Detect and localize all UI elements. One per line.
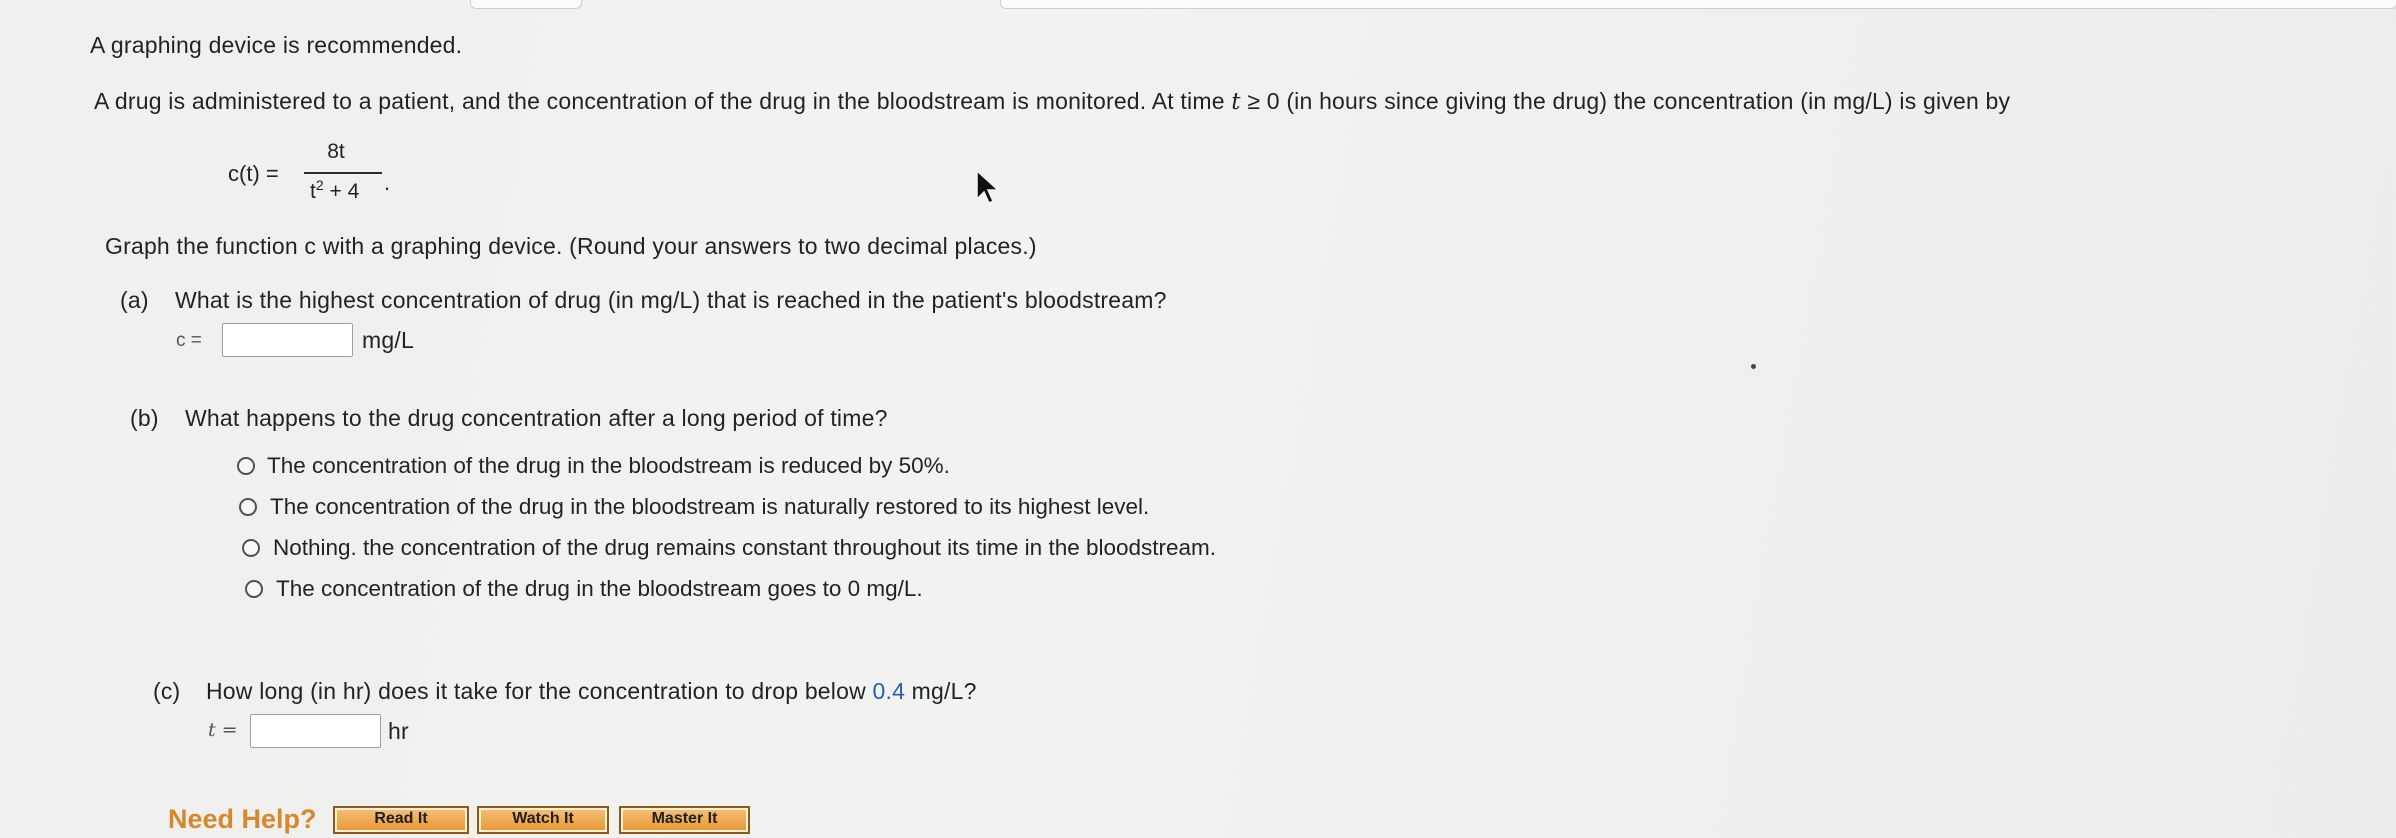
instruction-text: Graph the function c with a graphing device. (Round your answers to two decimal places.) [105, 233, 1037, 259]
part-c-label: (c) [153, 678, 181, 704]
stray-dot [1751, 364, 1756, 369]
top-tab-left [470, 0, 582, 9]
top-tab-right [1000, 0, 2396, 9]
statement-var: t [1231, 89, 1241, 115]
part-a-answer-input[interactable] [222, 323, 353, 357]
part-c-question [206, 678, 977, 705]
part-c-question-part1: How long (in hr) does it take for the concentration to drop below [206, 678, 873, 704]
part-c-answer-input[interactable] [250, 714, 381, 748]
intro-text: A graphing device is recommended. [90, 32, 463, 58]
option-2-radio[interactable] [239, 498, 257, 516]
option-3-radio[interactable] [242, 539, 260, 557]
option-3-label[interactable]: Nothing. the concentration of the drug remains constant throughout its time in the bloodstream. [273, 535, 1217, 560]
part-c-threshold: 0.4 [872, 678, 906, 704]
option-4-label[interactable]: The concentration of the drug in the bloodstream goes to 0 mg/L. [276, 576, 923, 601]
statement-part1: A drug is administered to a patient, and the concentration of the drug in the bloodstream is monitored. At time [94, 88, 1232, 114]
mouse-cursor-icon [975, 169, 1001, 205]
part-a-var-label: c = [176, 330, 202, 351]
read-it-button[interactable]: Read It [333, 806, 469, 834]
master-it-button[interactable]: Master It [619, 806, 750, 834]
part-c-unit: hr [388, 718, 409, 744]
part-b-question: What happens to the drug concentration after a long period of time? [185, 405, 888, 431]
formula-fraction-bar [304, 172, 382, 174]
option-1-radio[interactable] [237, 457, 255, 475]
option-1-label[interactable]: The concentration of the drug in the bloodstream is reduced by 50%. [267, 453, 950, 478]
part-a-unit: mg/L [362, 327, 414, 353]
part-b-label: (b) [130, 405, 159, 431]
statement-part2: ≥ 0 (in hours since giving the drug) the concentration (in mg/L) is given by [1240, 88, 2011, 114]
watch-it-button[interactable]: Watch It [477, 806, 609, 834]
formula-end: . [384, 170, 391, 195]
part-a-question: What is the highest concentration of drug (in mg/L) that is reached in the patient's bloodstream? [175, 287, 1167, 313]
problem-statement [94, 88, 2010, 115]
formula [228, 140, 408, 210]
option-2-label[interactable]: The concentration of the drug in the bloodstream is naturally restored to its highest level. [270, 494, 1150, 519]
need-help-label: Need Help? [168, 804, 317, 834]
formula-lhs: c(t) = [228, 161, 279, 186]
formula-denominator: $t^2 + 4$ [310, 177, 360, 203]
part-c-var-label: t = [208, 719, 238, 741]
part-a-label: (a) [120, 287, 149, 313]
option-4-radio[interactable] [245, 580, 263, 598]
formula-numerator: 8t [327, 140, 345, 163]
part-c-question-part2: mg/L? [905, 678, 977, 704]
